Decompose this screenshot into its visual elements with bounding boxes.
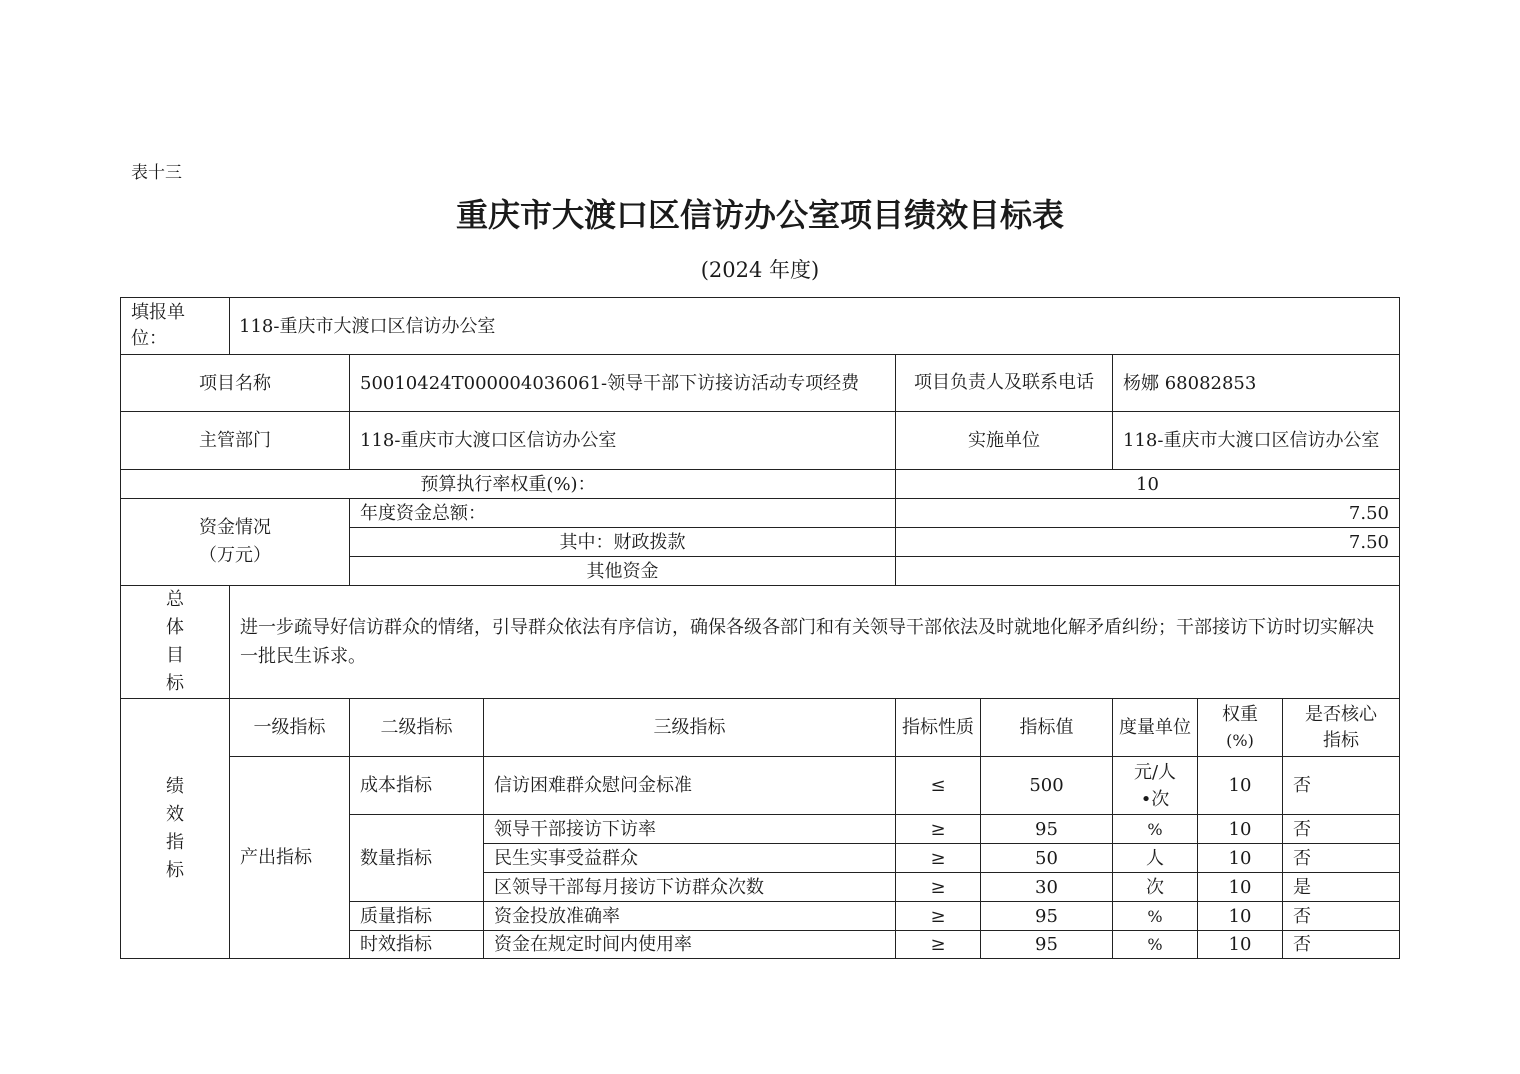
indicator-weight: 10 bbox=[1197, 756, 1283, 815]
funds-other-label: 其他资金 bbox=[349, 556, 896, 586]
indicator-nature: ≤ bbox=[895, 756, 981, 815]
header-level1: 一级指标 bbox=[229, 698, 350, 757]
header-weight-line2: (%) bbox=[1226, 730, 1254, 750]
indicator-nature: ≥ bbox=[895, 843, 981, 873]
funds-other-value bbox=[895, 556, 1400, 586]
header-unit: 度量单位 bbox=[1112, 698, 1198, 757]
indicator-core: 否 bbox=[1282, 930, 1400, 959]
budget-weight-label: 预算执行率权重(%)： bbox=[120, 469, 896, 499]
indicator-core: 否 bbox=[1282, 901, 1400, 931]
document-title: 重庆市大渡口区信访办公室项目绩效目标表 bbox=[455, 196, 1064, 234]
indicator-value: 95 bbox=[980, 901, 1113, 931]
indicator-unit: % bbox=[1112, 901, 1198, 931]
header-nature: 指标性质 bbox=[895, 698, 981, 757]
level2-cost: 成本指标 bbox=[349, 756, 484, 815]
indicator-value: 95 bbox=[980, 930, 1113, 959]
perf-label-char: 标 bbox=[166, 859, 184, 881]
project-manager-value: 杨娜 68082853 bbox=[1112, 354, 1400, 412]
project-name-value: 50010424T000004036061-领导干部下访接访活动专项经费 bbox=[349, 354, 896, 412]
goal-label bbox=[120, 585, 230, 699]
indicator-name: 领导干部接访下访率 bbox=[483, 814, 896, 844]
indicator-unit: % bbox=[1112, 930, 1198, 959]
indicator-nature: ≥ bbox=[895, 930, 981, 959]
header-level3: 三级指标 bbox=[483, 698, 896, 757]
impl-unit-label: 实施单位 bbox=[895, 411, 1113, 470]
header-level2: 二级指标 bbox=[349, 698, 484, 757]
fill-unit-value: 118-重庆市大渡口区信访办公室 bbox=[229, 297, 1400, 355]
level2-quality: 质量指标 bbox=[349, 901, 484, 931]
goal-label-char: 体 bbox=[166, 617, 184, 638]
indicator-weight: 10 bbox=[1197, 930, 1283, 959]
indicator-nature: ≥ bbox=[895, 901, 981, 931]
indicator-value: 500 bbox=[980, 756, 1113, 815]
perf-label-char: 绩 bbox=[166, 775, 184, 797]
funds-label-line1: 资金情况 bbox=[199, 517, 271, 538]
funds-fiscal-label: 其中：财政拨款 bbox=[349, 527, 896, 557]
funds-label-line2: （万元） bbox=[199, 545, 271, 566]
indicator-core: 否 bbox=[1282, 756, 1400, 815]
header-weight bbox=[1197, 698, 1283, 757]
indicator-name: 资金投放准确率 bbox=[483, 901, 896, 931]
indicator-value: 95 bbox=[980, 814, 1113, 844]
goal-text: 进一步疏导好信访群众的情绪，引导群众依法有序信访，确保各级各部门和有关领导干部依法及时就地化解矛盾纠纷；干部接访下访时切实解决一批民生诉求。 bbox=[229, 585, 1400, 699]
indicator-nature: ≥ bbox=[895, 872, 981, 902]
indicator-weight: 10 bbox=[1197, 901, 1283, 931]
funds-fiscal-value: 7.50 bbox=[895, 527, 1400, 557]
level2-timeliness: 时效指标 bbox=[349, 930, 484, 959]
document-tag: 表十三 bbox=[131, 163, 182, 183]
indicator-name: 信访困难群众慰问金标准 bbox=[483, 756, 896, 815]
indicator-weight: 10 bbox=[1197, 872, 1283, 902]
document-subtitle: (2024 年度) bbox=[700, 258, 820, 282]
funds-label bbox=[120, 498, 350, 586]
indicator-core: 是 bbox=[1282, 872, 1400, 902]
goal-label-char: 标 bbox=[166, 673, 184, 694]
project-name-label: 项目名称 bbox=[120, 354, 350, 412]
indicator-value: 50 bbox=[980, 843, 1113, 873]
indicator-weight: 10 bbox=[1197, 843, 1283, 873]
level2-quantity: 数量指标 bbox=[349, 814, 484, 902]
indicator-name: 民生实事受益群众 bbox=[483, 843, 896, 873]
funds-total-value: 7.50 bbox=[895, 498, 1400, 528]
indicator-unit: 元/人•次 bbox=[1112, 756, 1198, 815]
level1-output: 产出指标 bbox=[229, 756, 350, 959]
indicator-nature: ≥ bbox=[895, 814, 981, 844]
indicator-core: 否 bbox=[1282, 814, 1400, 844]
perf-label bbox=[120, 698, 230, 959]
indicator-unit: 次 bbox=[1112, 872, 1198, 902]
fill-unit-label: 填报单位： bbox=[120, 297, 230, 355]
perf-label-char: 效 bbox=[166, 803, 184, 825]
dept-label: 主管部门 bbox=[120, 411, 350, 470]
header-weight-line1: 权重 bbox=[1222, 703, 1258, 725]
header-value: 指标值 bbox=[980, 698, 1113, 757]
dept-value: 118-重庆市大渡口区信访办公室 bbox=[349, 411, 896, 470]
indicator-core: 否 bbox=[1282, 843, 1400, 873]
goal-label-char: 目 bbox=[166, 645, 184, 666]
indicator-name: 区领导干部每月接访下访群众次数 bbox=[483, 872, 896, 902]
goal-label-char: 总 bbox=[166, 589, 184, 610]
project-manager-label: 项目负责人及联系电话 bbox=[895, 354, 1113, 412]
indicator-weight: 10 bbox=[1197, 814, 1283, 844]
impl-unit-value: 118-重庆市大渡口区信访办公室 bbox=[1112, 411, 1400, 470]
indicator-unit: % bbox=[1112, 814, 1198, 844]
budget-weight-value: 10 bbox=[895, 469, 1400, 499]
indicator-value: 30 bbox=[980, 872, 1113, 902]
funds-total-label: 年度资金总额： bbox=[349, 498, 896, 528]
header-core: 是否核心指标 bbox=[1282, 698, 1400, 757]
perf-label-char: 指 bbox=[166, 831, 184, 853]
indicator-unit: 人 bbox=[1112, 843, 1198, 873]
indicator-name: 资金在规定时间内使用率 bbox=[483, 930, 896, 959]
